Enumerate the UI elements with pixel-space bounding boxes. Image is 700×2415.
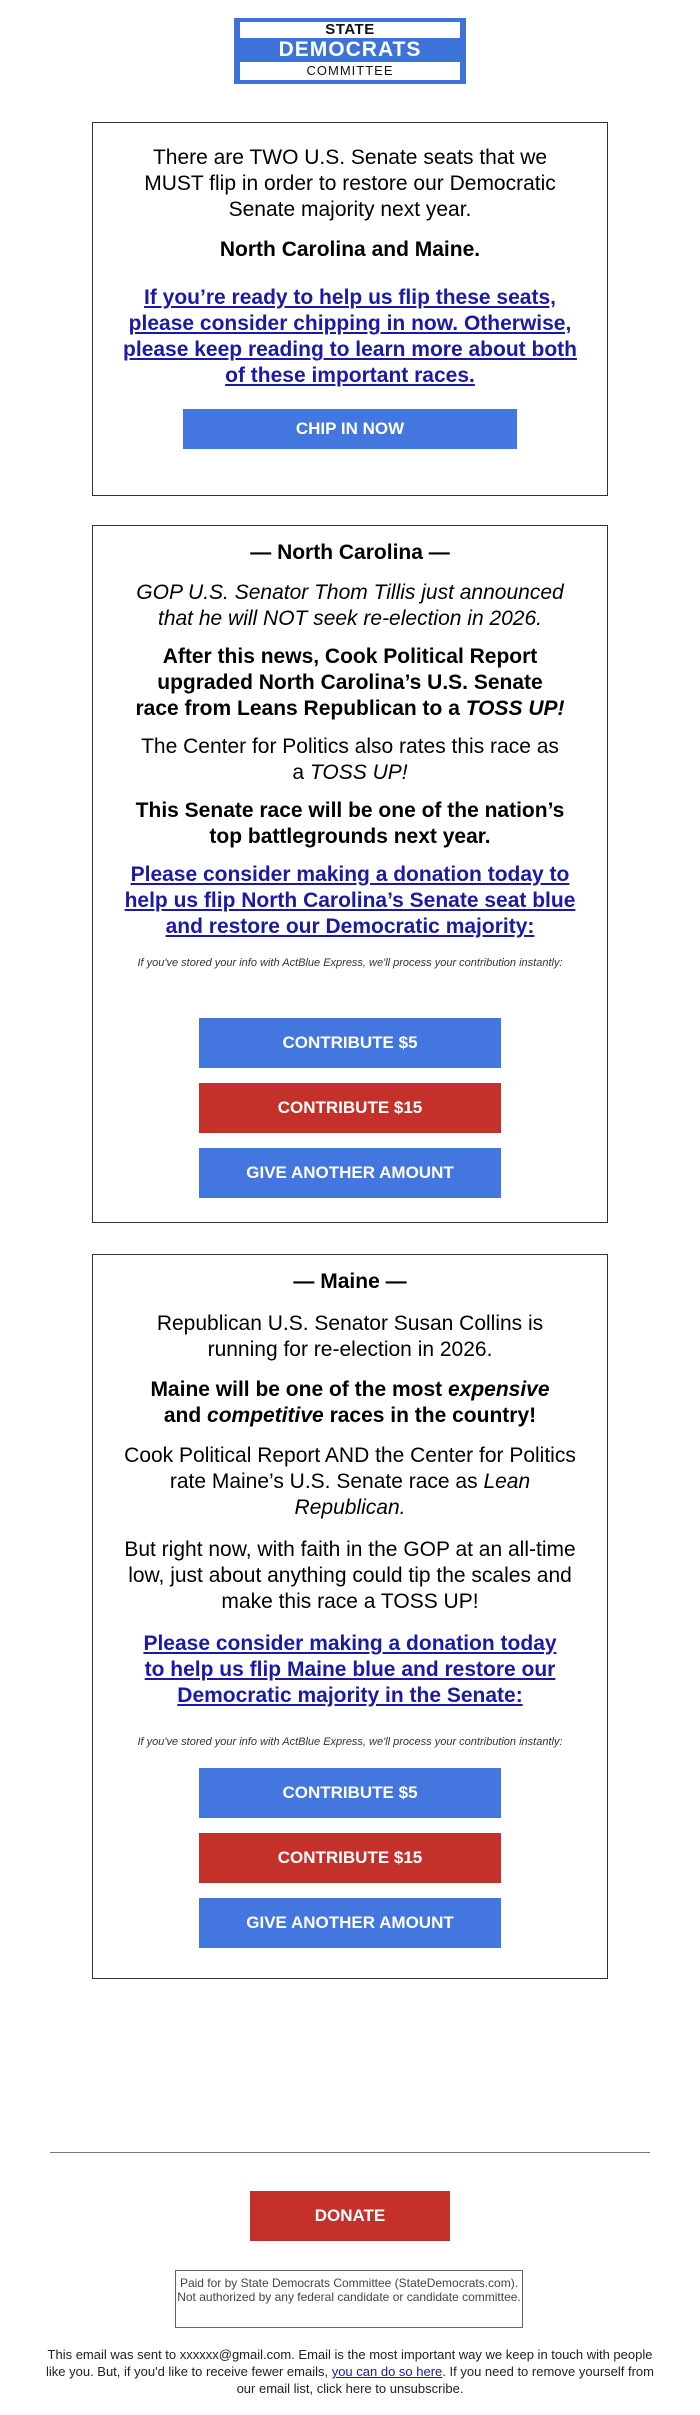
nc-paragraph-2-text: After this news, Cook Political Report upgraded North Carolina’s U.S. Senate race from Leans Republican to a: [135, 645, 543, 720]
paid-for-disclaimer: Paid for by State Democrats Committee (StateDemocrats.com). Not authorized by any federal candidate or candidate committee.: [175, 2270, 523, 2328]
nc-paragraph-3-text: The Center for Politics also rates this race as a: [141, 735, 559, 784]
intro-paragraph: There are TWO U.S. Senate seats that we MUST flip in order to restore our Democratic Senate majority next year.: [144, 146, 556, 221]
logo-middle-text: DEMOCRATS: [234, 38, 466, 62]
maine-paragraph-2-expensive: expensive: [447, 1378, 550, 1401]
footer-text-part-2: . If you need to remove yourself from our email list, click here to unsubscribe.: [236, 2364, 654, 2396]
maine-paragraph-4: But right now, with faith in the GOP at an all-time low, just about anything could tip the scales and make this race a TOSS UP!: [124, 1538, 576, 1613]
nc-donate-link[interactable]: Please consider making a donation today to help us flip North Carolina’s Senate seat blue and restore our Democratic majority:: [124, 863, 576, 938]
maine-donate-link[interactable]: Please consider making a donation today to help us flip Maine blue and restore our Democratic majority in the Senate:: [143, 1632, 557, 1707]
chip-in-now-button[interactable]: CHIP IN NOW: [183, 409, 517, 449]
nc-paragraph-1: GOP U.S. Senator Thom Tillis just announced that he will NOT seek re-election in 2026.: [136, 581, 564, 630]
maine-paragraph-2-text-b: and: [163, 1404, 208, 1427]
north-carolina-box: [92, 525, 608, 1223]
logo-inner: [240, 22, 460, 80]
nc-heading: — North Carolina —: [250, 541, 450, 564]
maine-paragraph-3-text: Cook Political Report AND the Center for Politics rate Maine’s U.S. Senate race as: [124, 1444, 576, 1493]
nc-another-amount-button[interactable]: GIVE ANOTHER AMOUNT: [199, 1148, 501, 1198]
nc-contribute-15-button[interactable]: CONTRIBUTE $15: [199, 1083, 501, 1133]
footer-divider: [50, 2152, 650, 2153]
maine-another-amount-button[interactable]: GIVE ANOTHER AMOUNT: [199, 1898, 501, 1948]
maine-paragraph-2-text-c: races in the country!: [323, 1404, 537, 1427]
nc-contribute-5-button[interactable]: CONTRIBUTE $5: [199, 1018, 501, 1068]
nc-paragraph-2: [93, 644, 607, 722]
maine-paragraph-3-emphasis: Lean Republican.: [294, 1470, 531, 1519]
logo: [234, 18, 466, 84]
logo-top-text: STATE: [325, 21, 375, 38]
nc-paragraph-4: This Senate race will be one of the nation’s top battlegrounds next year.: [135, 799, 565, 848]
maine-paragraph-2: [93, 1377, 607, 1429]
footer-text: [40, 2346, 660, 2397]
maine-paragraph-3: [93, 1443, 607, 1521]
maine-paragraph-2-text-a: Maine will be one of the most: [150, 1378, 448, 1401]
intro-chip-in-link[interactable]: If you’re ready to help us flip these seats, please consider chipping in now. Otherwise, please keep reading to learn more about both of these important races.: [123, 286, 577, 387]
logo-bottom-text: COMMITTEE: [306, 63, 394, 78]
nc-paragraph-3: [93, 734, 607, 786]
maine-actblue-note: If you've stored your info with ActBlue Express, we'll process your contribution instantly:: [137, 1736, 563, 1748]
nc-paragraph-2-emphasis: TOSS UP!: [465, 697, 565, 720]
nc-paragraph-3-emphasis: TOSS UP!: [309, 761, 408, 784]
maine-box: [92, 1254, 608, 1979]
fewer-emails-link[interactable]: you can do so here: [331, 2364, 443, 2379]
nc-actblue-note: If you've stored your info with ActBlue Express, we'll process your contribution instantly:: [137, 957, 563, 969]
maine-heading: — Maine —: [293, 1270, 407, 1293]
donate-button[interactable]: DONATE: [250, 2191, 450, 2241]
maine-contribute-15-button[interactable]: CONTRIBUTE $15: [199, 1833, 501, 1883]
maine-paragraph-2-competitive: competitive: [207, 1404, 324, 1427]
intro-box: [92, 122, 608, 496]
intro-states: North Carolina and Maine.: [219, 238, 481, 261]
maine-paragraph-1: Republican U.S. Senator Susan Collins is running for re-election in 2026.: [156, 1312, 544, 1361]
maine-contribute-5-button[interactable]: CONTRIBUTE $5: [199, 1768, 501, 1818]
footer-text-part-1: This email was sent to xxxxxx@gmail.com. Email is the most important way we keep in touch with people like you. But, if you'd like to receive fewer emails,: [45, 2347, 653, 2379]
